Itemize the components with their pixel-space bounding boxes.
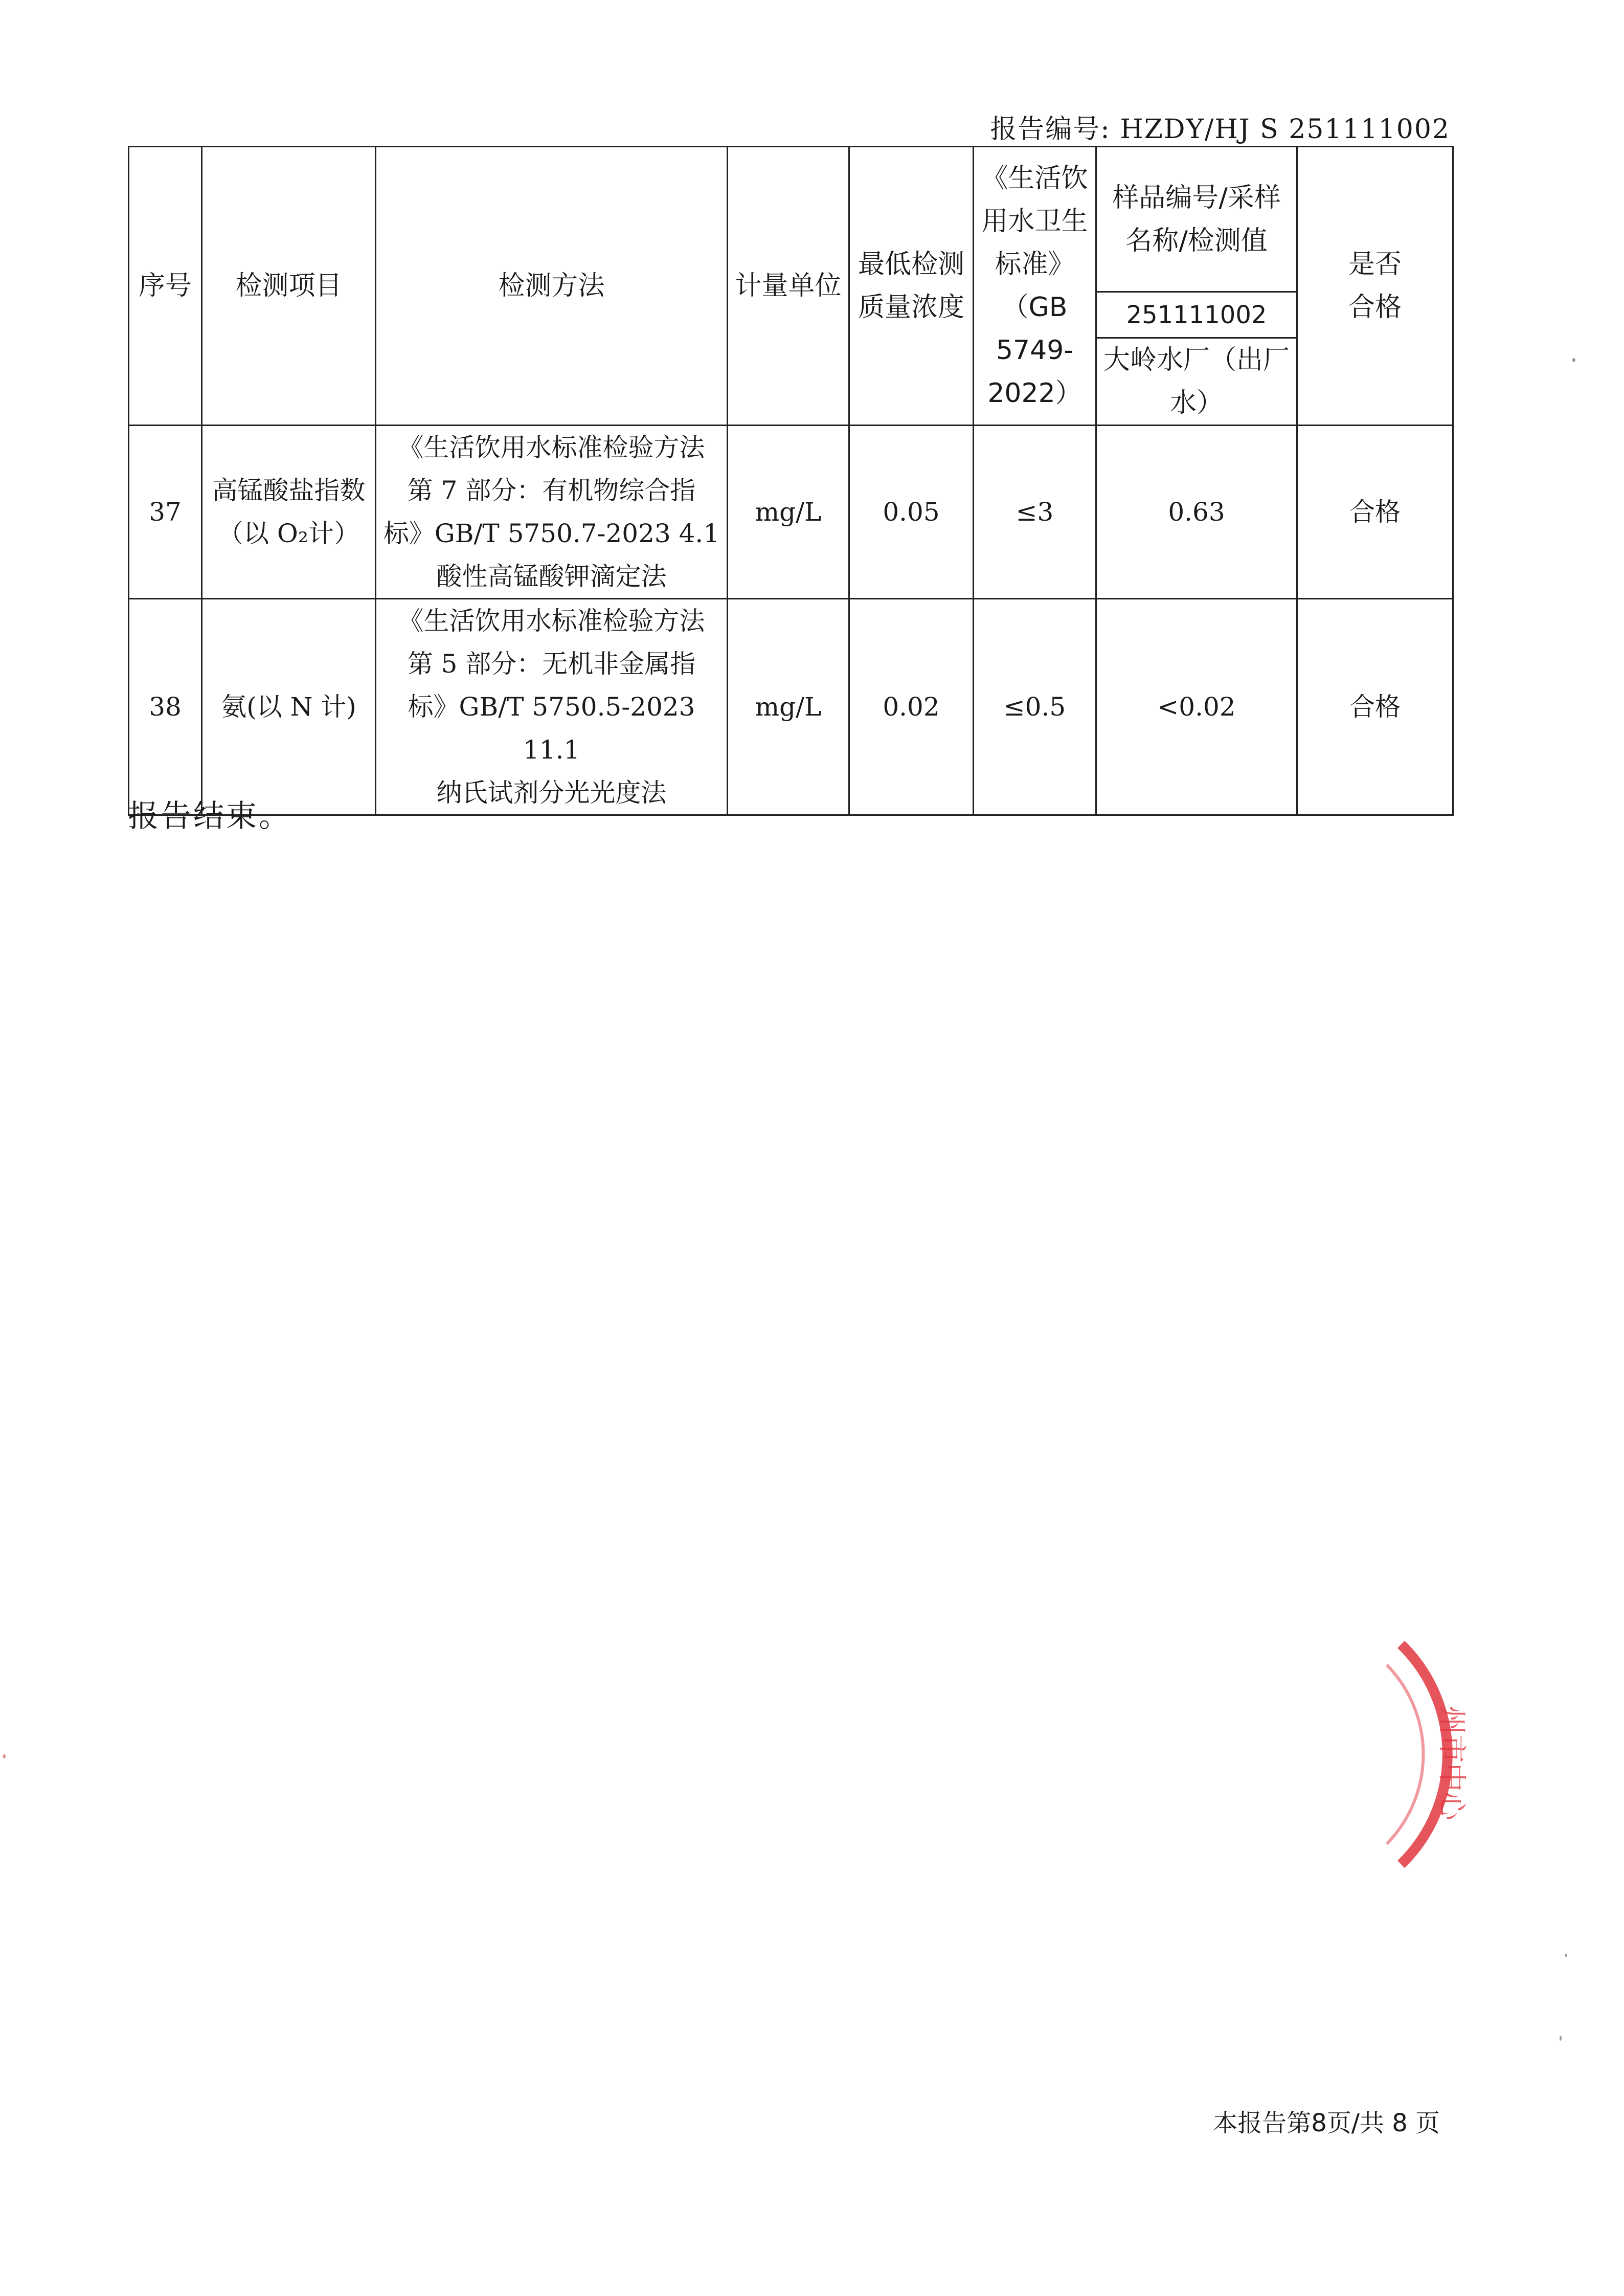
header-sample-id: 251111002: [1096, 292, 1297, 338]
row-qualified: 合格: [1297, 599, 1453, 815]
row-min-conc: 0.02: [849, 599, 974, 815]
header-standard-line: 《生活饮: [981, 163, 1088, 194]
table-row: [129, 599, 1453, 815]
header-standard: [974, 147, 1096, 426]
header-standard-line: 用水卫生: [981, 206, 1088, 237]
row-method: [376, 599, 728, 815]
scan-speck: [3, 1754, 6, 1758]
scan-speck: [1560, 2036, 1562, 2041]
header-min-conc-line: 质量浓度: [858, 292, 964, 323]
row-min-conc: 0.05: [849, 426, 974, 599]
page-footer: 本报告第8页/共 8 页: [1213, 2109, 1440, 2137]
header-sample-label: [1096, 147, 1297, 292]
row-standard: ≤0.5: [974, 599, 1096, 815]
row-standard: ≤3: [974, 426, 1096, 599]
row-item: [202, 599, 376, 815]
row-item-line: 高锰酸盐指数: [212, 476, 366, 505]
header-sample-name-line: 大岭水厂（出厂: [1103, 345, 1290, 375]
row-no: 37: [129, 426, 202, 599]
report-number: 报告编号: HZDY/HJ S 251111002: [990, 114, 1450, 145]
seal-text: 州市中心: [1435, 1706, 1468, 1820]
row-method-line: 标》GB/T 5750.5-2023 11.1: [408, 692, 695, 765]
test-results-table: [128, 146, 1454, 816]
row-method-line: 纳氏试剂分光光度法: [436, 778, 667, 808]
row-item-line: 氨(以 N 计): [221, 692, 356, 722]
row-value: <0.02: [1096, 599, 1297, 815]
row-unit: mg/L: [728, 426, 849, 599]
header-method: 检测方法: [376, 147, 728, 426]
row-method-line: 第 7 部分：有机物综合指: [407, 476, 696, 505]
header-standard-line: 2022）: [987, 378, 1082, 409]
header-standard-line: 5749-: [996, 335, 1074, 366]
header-sample-name: [1096, 338, 1297, 426]
header-min-conc: [849, 147, 974, 426]
row-method: [376, 426, 728, 599]
header-unit: 计量单位: [728, 147, 849, 426]
row-unit: mg/L: [728, 599, 849, 815]
report-end-text: 报告结束。: [128, 798, 291, 834]
official-seal-stamp: [1381, 1634, 1534, 1875]
row-item: [202, 426, 376, 599]
row-method-line: 第 5 部分：无机非金属指: [407, 649, 696, 679]
row-method-line: 标》GB/T 5750.7-2023 4.1: [383, 519, 720, 548]
row-no: 38: [129, 599, 202, 815]
table-row: [129, 426, 1453, 599]
header-sample-name-line: 水）: [1169, 388, 1223, 418]
row-qualified: 合格: [1297, 426, 1453, 599]
header-qualified-line: 是否: [1348, 249, 1402, 280]
row-method-line: 《生活饮用水标准检验方法: [398, 606, 705, 636]
scan-speck: [1572, 358, 1575, 362]
row-method-line: 酸性高锰酸钾滴定法: [436, 562, 667, 591]
row-value: 0.63: [1096, 426, 1297, 599]
header-qualified: [1297, 147, 1453, 426]
header-no: 序号: [129, 147, 202, 426]
header-sample-label-line: 样品编号/采样: [1112, 182, 1281, 213]
header-item: 检测项目: [202, 147, 376, 426]
row-item-line: （以 O₂计）: [218, 519, 359, 548]
header-min-conc-line: 最低检测: [858, 249, 964, 280]
header-standard-line: （GB: [1002, 292, 1068, 323]
row-method-line: 《生活饮用水标准检验方法: [398, 433, 705, 462]
header-qualified-line: 合格: [1348, 292, 1402, 323]
header-standard-line: 标准》: [995, 249, 1075, 280]
header-sample-label-line: 名称/检测值: [1125, 225, 1268, 256]
scan-speck: [1565, 1954, 1567, 1957]
